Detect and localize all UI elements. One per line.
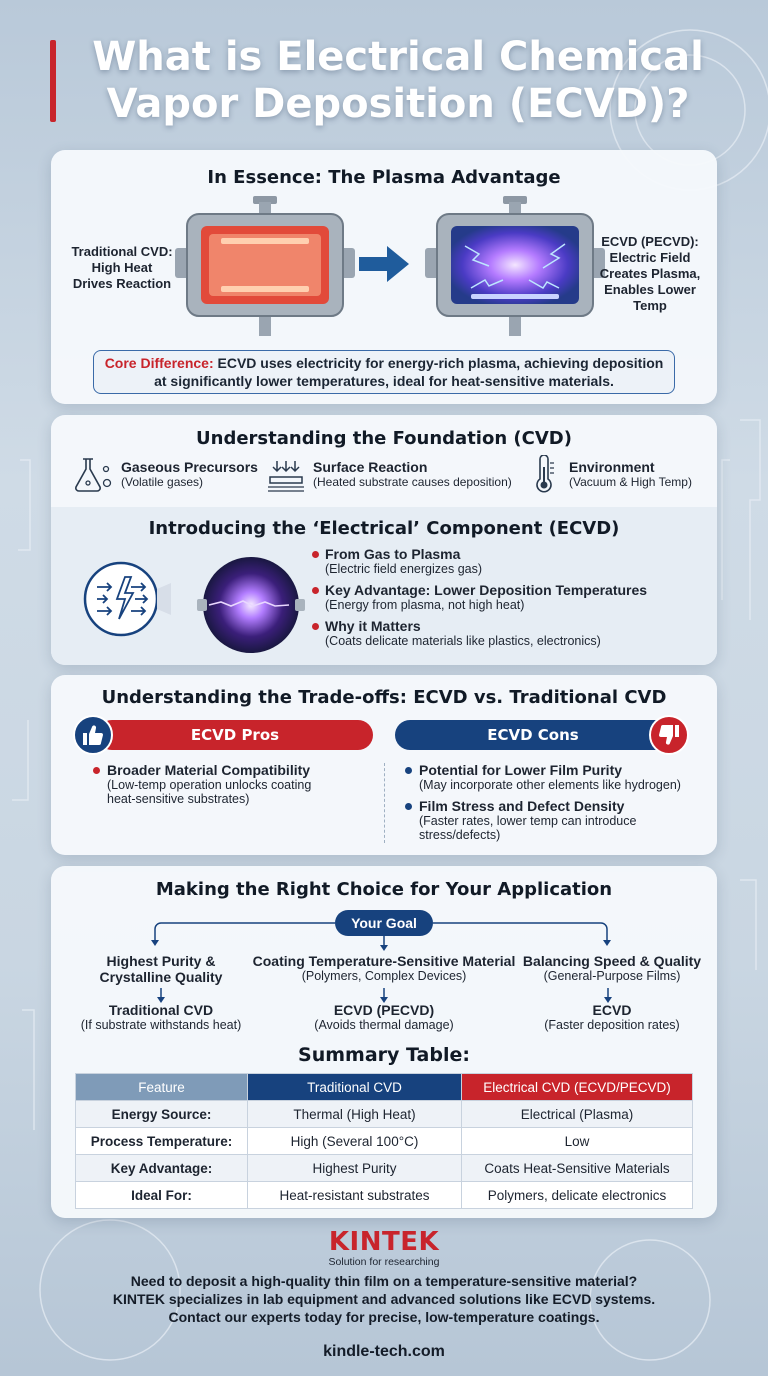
essence-heading: In Essence: The Plasma Advantage — [207, 167, 561, 188]
tradeoffs-card — [51, 675, 717, 855]
table-header-row — [76, 1074, 693, 1101]
ecvd-label-line: Creates Plasma, — [599, 266, 701, 281]
thumbs-up-icon — [73, 715, 113, 755]
option-result-sub: (Avoids thermal damage) — [314, 1018, 454, 1032]
feature-title: Gaseous Precursors — [121, 459, 258, 475]
flask-icon — [73, 457, 113, 493]
traditional-cvd-label — [63, 244, 181, 292]
bullet-subtitle: (Electric field energizes gas) — [325, 562, 483, 576]
thumbs-down-icon — [649, 715, 689, 755]
option-highest-purity — [71, 953, 251, 985]
feature-surface-reaction — [313, 459, 512, 490]
essence-card — [51, 150, 717, 404]
cons-pill: ECVD Cons — [395, 720, 671, 750]
row-header: Ideal For: — [76, 1182, 248, 1209]
call-to-action — [60, 1272, 708, 1326]
list-item — [310, 546, 700, 577]
ecvd-label-line: ECVD (PECVD): — [601, 234, 699, 249]
con-item — [405, 798, 705, 842]
bullet-subtitle: (Energy from plasma, not high heat) — [325, 598, 525, 612]
traditional-cvd-label-line: Drives Reaction — [72, 276, 172, 291]
summary-heading: Summary Table: — [298, 1044, 470, 1066]
table-cell: Coats Heat-Sensitive Materials — [462, 1155, 693, 1182]
ecvd-label-line: Electric Field — [609, 250, 691, 265]
foundation-card — [51, 415, 717, 665]
pro-subtitle: heat-sensitive substrates) — [107, 792, 250, 806]
table-cell: Heat-resistant substrates — [248, 1182, 462, 1209]
table-cell: Polymers, delicate electronics — [462, 1182, 693, 1209]
option-goal: Highest Purity & — [106, 953, 216, 969]
pro-subtitle: (Low-temp operation unlocks coating — [107, 778, 312, 792]
ecvd-label-line: Enables Lower — [604, 282, 696, 297]
table-row — [76, 1101, 693, 1128]
traditional-cvd-label-line: High Heat — [91, 260, 153, 275]
ecvd-label — [591, 234, 709, 314]
page-title: What is Electrical Chemical Vapor Deposition (ECVD)? — [92, 34, 704, 127]
row-header: Key Advantage: — [76, 1155, 248, 1182]
feature-environment — [569, 459, 692, 490]
bullet-title: From Gas to Plasma — [325, 546, 461, 562]
bullet-title: Why it Matters — [325, 618, 421, 634]
table-cell: Highest Purity — [248, 1155, 462, 1182]
title-accent-bar — [50, 40, 56, 122]
choice-heading: Making the Right Choice for Your Application — [155, 879, 613, 900]
table-cell: High (Several 100°C) — [248, 1128, 462, 1155]
option-result-ecvd — [517, 1002, 707, 1033]
feature-subtitle: (Volatile gases) — [121, 475, 204, 489]
ecvd-label-line: Temp — [633, 298, 667, 313]
con-title: Potential for Lower Film Purity — [419, 762, 623, 778]
core-difference-callout — [93, 350, 675, 394]
your-goal-badge: Your Goal — [335, 910, 433, 936]
plasma-chamber-illustration — [425, 196, 605, 336]
pros-pill: ECVD Pros — [97, 720, 373, 750]
bullet-title: Key Advantage: Lower Deposition Temperatures — [325, 582, 648, 598]
title-block — [50, 34, 730, 127]
column-header: Traditional CVD — [248, 1074, 462, 1101]
option-result: ECVD — [592, 1002, 632, 1018]
electrical-bullet-list — [310, 546, 700, 654]
cta-line: KINTEK specializes in lab equipment and advanced solutions like ECVD systems. — [112, 1291, 656, 1307]
row-header: Energy Source: — [76, 1101, 248, 1128]
thermal-chamber-illustration — [175, 196, 355, 336]
feature-subtitle: (Heated substrate causes deposition) — [313, 475, 512, 489]
feature-title: Environment — [569, 459, 655, 475]
list-item — [310, 618, 700, 649]
option-temperature-sensitive — [247, 953, 521, 984]
surface-icon — [267, 459, 305, 493]
option-result: Traditional CVD — [108, 1002, 214, 1018]
feature-gaseous-precursors — [121, 459, 258, 490]
website-link[interactable]: kindle-tech.com — [323, 1343, 445, 1360]
option-result-pecvd — [247, 1002, 521, 1033]
con-item — [405, 762, 705, 792]
option-goal-sub: (Polymers, Complex Devices) — [301, 969, 467, 983]
plasma-orb-illustration — [191, 555, 311, 655]
table-row — [76, 1128, 693, 1155]
option-result: ECVD (PECVD) — [333, 1002, 435, 1018]
con-title: Film Stress and Defect Density — [419, 798, 625, 814]
option-result-sub: (Faster deposition rates) — [544, 1018, 680, 1032]
cta-line: Need to deposit a high-quality thin film on a temperature-sensitive material? — [130, 1273, 638, 1289]
foundation-heading: Understanding the Foundation (CVD) — [196, 428, 572, 449]
brand-name: KINTEK — [328, 1227, 440, 1257]
table-row — [76, 1182, 693, 1209]
option-goal: Coating Temperature-Sensitive Material — [252, 953, 516, 969]
core-difference-text: ECVD uses electricity for energy-rich plasma, achieving deposition — [217, 355, 664, 371]
list-item — [310, 582, 700, 613]
table-cell: Electrical (Plasma) — [462, 1101, 693, 1128]
pro-title: Broader Material Compatibility — [107, 762, 311, 778]
option-balancing — [517, 953, 707, 984]
brand-logo — [0, 1228, 768, 1268]
column-header: Electrical CVD (ECVD/PECVD) — [462, 1074, 693, 1101]
con-subtitle: (May incorporate other elements like hydrogen) — [419, 778, 681, 792]
summary-table — [75, 1073, 693, 1209]
core-difference-label: Core Difference: — [104, 355, 214, 371]
con-subtitle: stress/defects) — [419, 828, 501, 842]
choice-card — [51, 866, 717, 1218]
core-difference-text: at significantly lower temperatures, ideal for heat-sensitive materials. — [154, 373, 614, 389]
column-header: Feature — [76, 1074, 248, 1101]
thermometer-icon — [531, 455, 557, 495]
table-cell: Thermal (High Heat) — [248, 1101, 462, 1128]
feature-title: Surface Reaction — [313, 459, 428, 475]
con-subtitle: (Faster rates, lower temp can introduce — [419, 814, 637, 828]
cta-line: Contact our experts today for precise, low-temperature coatings. — [168, 1309, 600, 1325]
pro-item — [93, 762, 363, 806]
arrow-right-icon — [359, 246, 411, 282]
brand-tagline: Solution for researching — [328, 1256, 440, 1268]
pros-cons-divider — [384, 763, 385, 843]
option-goal: Balancing Speed & Quality — [522, 953, 702, 969]
table-cell: Low — [462, 1128, 693, 1155]
row-header: Process Temperature: — [76, 1128, 248, 1155]
option-result-sub: (If substrate withstands heat) — [80, 1018, 242, 1032]
electric-field-icon — [81, 559, 171, 639]
option-goal-sub: (General-Purpose Films) — [543, 969, 681, 983]
electrical-heading: Introducing the ‘Electrical’ Component (ECVD) — [148, 518, 620, 539]
bullet-subtitle: (Coats delicate materials like plastics, electronics) — [325, 634, 601, 648]
table-row — [76, 1155, 693, 1182]
traditional-cvd-label-line: Traditional CVD: — [71, 244, 173, 259]
option-result-traditional — [71, 1002, 251, 1033]
feature-subtitle: (Vacuum & High Temp) — [569, 475, 692, 489]
option-goal: Crystalline Quality — [99, 969, 223, 985]
tradeoffs-heading: Understanding the Trade-offs: ECVD vs. Traditional CVD — [101, 687, 667, 708]
